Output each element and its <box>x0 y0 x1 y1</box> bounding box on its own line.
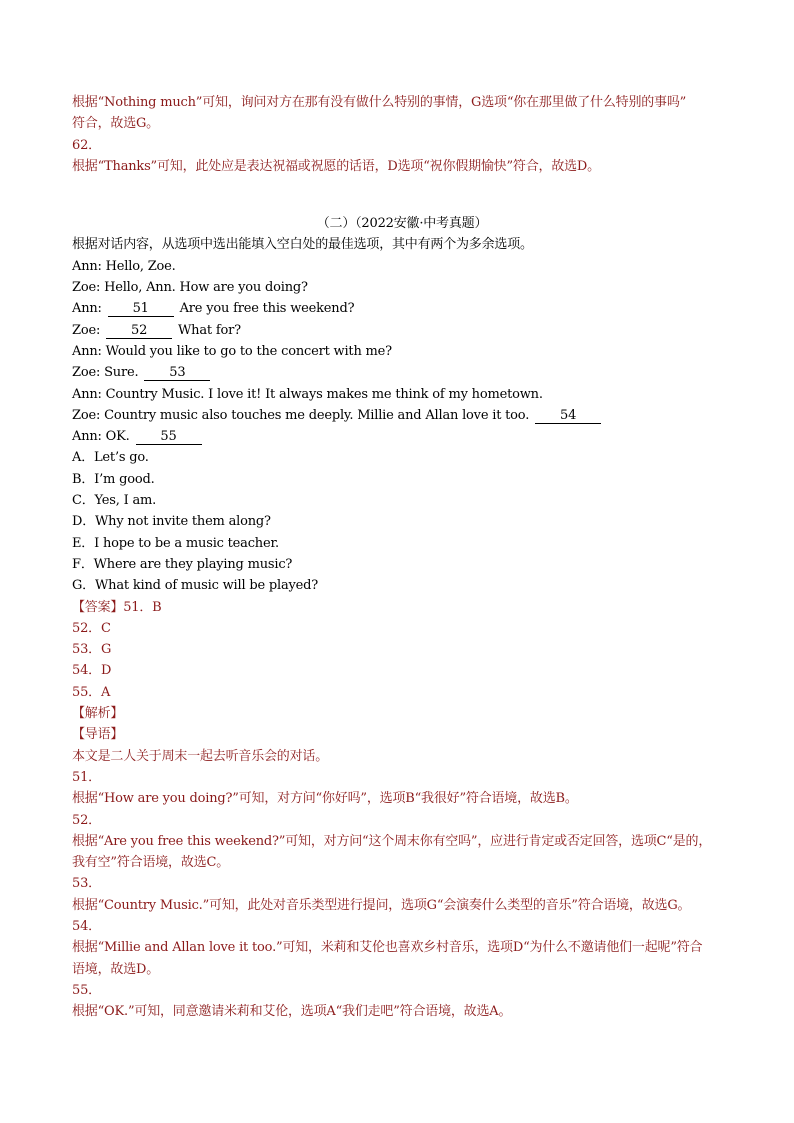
speaker: Zoe: <box>72 365 101 381</box>
section-title: （二）（2022安徽·中考真题） <box>316 216 488 232</box>
dialogue-line <box>72 384 732 405</box>
utterance: Would you like to go to the concert with me? <box>105 343 392 359</box>
option-item: F．Where are they playing music? <box>72 556 293 572</box>
answer-blank: 53 <box>144 366 210 381</box>
speaker: Zoe: <box>72 280 101 296</box>
utterance: Country Music. I love it! It always makes me think of my hometown. <box>105 386 543 402</box>
answer-tag: 【答案】 <box>72 599 124 615</box>
answer-blank: 51 <box>108 302 174 317</box>
section-instruction: 根据对话内容，从选项中选出能填入空白处的最佳选项，其中有两个为多余选项。 <box>72 237 533 253</box>
option-item: A．Let’s go. <box>72 450 149 466</box>
explanation-line: 根据“Country Music.”可知，此处对音乐类型进行提问，选项G“会演奏什么类型的音乐”符合语境，故选G。 <box>72 897 691 913</box>
explanation-line: 根据“Nothing much”可知，询问对方在那有没有做什么特别的事情，G选项“你在那里做了什么特别的事吗” <box>72 95 687 110</box>
speaker: Ann: <box>72 429 102 445</box>
answer-blank: 52 <box>106 324 172 339</box>
utterance: Hello, Ann. How are you doing? <box>104 280 308 296</box>
utterance: What for? <box>178 322 241 338</box>
utterance: Sure. <box>104 365 139 381</box>
analysis-tag: 【解析】 <box>72 706 124 722</box>
dialogue-line <box>72 256 732 277</box>
explanation-line: 符合，故选G。 <box>72 116 159 132</box>
analysis-intro: 本文是二人关于周末一起去听音乐会的对话。 <box>72 748 329 764</box>
dialogue-line <box>72 426 732 447</box>
dialogue <box>72 256 732 448</box>
dialogue-line <box>72 298 732 319</box>
explanation-line: 我有空”符合语境，故选C。 <box>72 855 229 871</box>
utterance: OK. <box>105 429 130 445</box>
dialogue-line <box>72 320 732 341</box>
answers <box>72 597 732 703</box>
guide-tag: 【导语】 <box>72 727 124 743</box>
explanation-line: 根据“Thanks”可知，此处应是表达祝福或祝愿的话语，D选项“祝你假期愉快”符合，故选D。 <box>72 158 600 174</box>
explanation-line: 语境，故选D。 <box>72 961 160 977</box>
speaker: Ann: <box>72 343 102 359</box>
speaker: Zoe: <box>72 407 101 423</box>
option-item: E．I hope to be a music teacher. <box>72 535 279 551</box>
explanation-line: 根据“OK.”可知，同意邀请米莉和艾伦，选项A“我们走吧”符合语境，故选A。 <box>72 1004 512 1020</box>
dialogue-line <box>72 277 732 298</box>
question-number: 52． <box>72 812 101 828</box>
spacer <box>72 177 732 213</box>
utterance: Are you free this weekend? <box>179 301 355 317</box>
speaker: Zoe: <box>72 322 101 338</box>
answer-line: 53．G <box>72 642 112 658</box>
question-number: 54． <box>72 918 101 934</box>
answer-line: 54．D <box>72 663 112 679</box>
question-number: 53． <box>72 876 101 892</box>
dialogue-line <box>72 341 732 362</box>
speaker: Ann: <box>72 386 102 402</box>
question-number: 62． <box>72 137 101 153</box>
option-item: D．Why not invite them along? <box>72 514 271 530</box>
explanation-line: 根据“How are you doing?”可知，对方问“你好吗”，选项B“我很好”符合语境，故选B。 <box>72 791 578 807</box>
speaker: Ann: <box>72 301 102 317</box>
utterance: Hello, Zoe. <box>105 258 176 274</box>
dialogue-line <box>72 362 732 383</box>
question-number: 55． <box>72 982 101 998</box>
question-number: 51． <box>72 769 101 785</box>
answer-line: 55．A <box>72 684 111 700</box>
explanation-line: 根据“Millie and Allan love it too.”可知，米莉和艾伦也喜欢乡村音乐，选项D“为什么不邀请他们一起呢”符合 <box>72 940 703 956</box>
analysis <box>72 703 732 1022</box>
explanation-line: 根据“Are you free this weekend?”可知，对方问“这个周末你有空吗”，应进行肯定或否定回答，选项C“是的， <box>72 833 712 849</box>
dialogue-line <box>72 405 732 426</box>
document-page <box>72 92 732 1022</box>
answer-blank: 54 <box>535 409 601 424</box>
answer-blank: 55 <box>136 430 202 445</box>
utterance: Country music also touches me deeply. Millie and Allan love it too. <box>104 407 530 423</box>
option-item: B．I’m good. <box>72 471 155 487</box>
option-item: C．Yes, I am. <box>72 493 157 509</box>
option-item: G．What kind of music will be played? <box>72 578 319 594</box>
answer-line <box>72 597 732 618</box>
answer-line: 52．C <box>72 620 111 636</box>
speaker: Ann: <box>72 258 102 274</box>
answer-value: 51．B <box>123 599 162 615</box>
options-list <box>72 447 732 596</box>
